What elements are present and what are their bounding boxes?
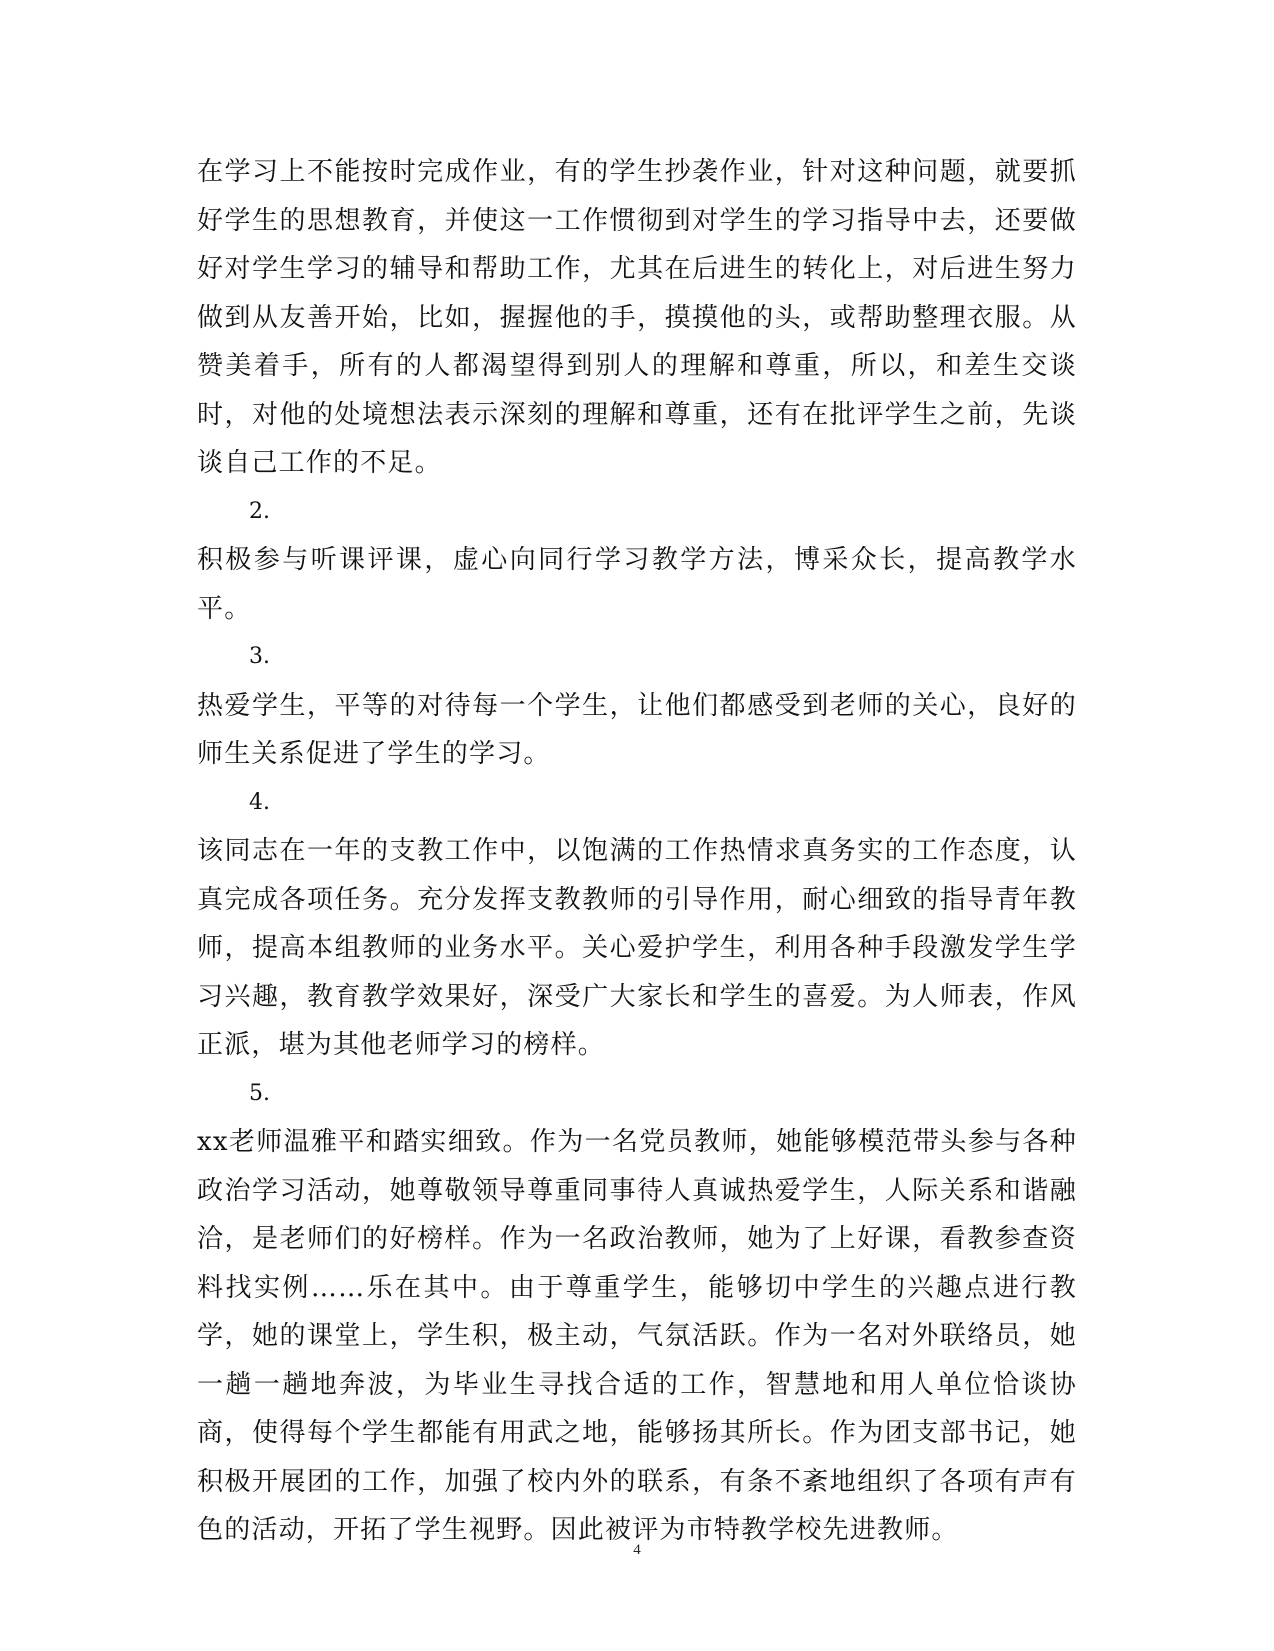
item-text-5: xx老师温雅平和踏实细致。作为一名党员教师，她能够模范带头参与各种政治学习活动，她尊敬领导尊重同事待人真诚热爱学生，人际关系和谐融洽，是老师们的好榜样。作为一名政治教师，她为了上好课，看教参查资料找实例……乐在其中。由于尊重学生，能够切中学生的兴趣点进行教学，她的课堂上，学生积，极主动，气氛活跃。作为一名对外联络员，她一趟一趟地奔波，为毕业生寻找合适的工作，智慧地和用人单位恰谈协商，使得每个学生都能有用武之地，能够扬其所长。作为团支部书记，她积极开展团的工作，加强了校内外的联系，有条不紊地组织了各项有声有色的活动，开拓了学生视野。因此被评为市特教学校先进教师。	[197, 1127, 1077, 1545]
item-number-3: 3.	[249, 644, 270, 669]
item-number-2: 2.	[249, 498, 270, 524]
item-number-4: 4.	[249, 789, 270, 815]
document-body	[197, 148, 1077, 1555]
item-text-3: 热爱学生，平等的对待每一个学生，让他们都感受到老师的关心，良好的师生关系促进了学生的学习。	[197, 690, 1077, 769]
item-text-4: 该同志在一年的支教工作中，以饱满的工作热情求真务实的工作态度，认真完成各项任务。充分发挥支教教师的引导作用，耐心细致的指导青年教师，提高本组教师的业务水平。关心爱护学生，利用各种手段激发学生学习兴趣，教育教学效果好，深受广大家长和学生的喜爱。为人师表，作风正派，堪为其他老师学习的榜样。	[197, 836, 1077, 1060]
paragraph-1: 在学习上不能按时完成作业，有的学生抄袭作业，针对这种问题，就要抓好学生的思想教育，并使这一工作惯彻到对学生的学习指导中去，还要做好对学生学习的辅导和帮助工作，尤其在后进生的转化上，对后进生努力做到从友善开始，比如，握握他的手，摸摸他的头，或帮助整理衣服。从赞美着手，所有的人都渴望得到别人的理解和尊重，所以，和差生交谈时，对他的处境想法表示深刻的理解和尊重，还有在批评学生之前，先谈谈自己工作的不足。	[197, 157, 1077, 478]
item-text-2: 积极参与听课评课，虚心向同行学习教学方法，博采众长，提高教学水平。	[197, 545, 1077, 624]
page-number: 4	[633, 1542, 641, 1558]
item-number-5: 5.	[249, 1080, 270, 1106]
